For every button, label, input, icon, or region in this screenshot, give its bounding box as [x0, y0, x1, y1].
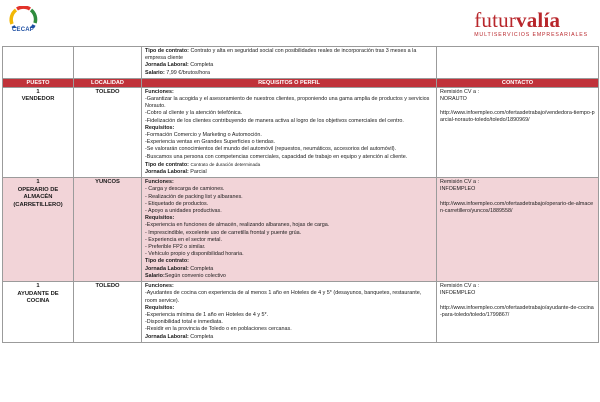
puesto-cell: 1 OPERARIO DE ALMACÉN (CARRETILLERO)	[3, 178, 74, 282]
table-row	[3, 178, 599, 282]
profile-cell: Funciones: -Garantizar la acogida y el asesoramiento de nuestros clientes, proponiendo una gama amplia de productos y servicios Norauto. -Cobro al cliente y la atención telefónica. -Fidelización de los clientes contribuyendo de manera activa al logro de los objetivos comerciales del centro. Requisitos: -Formación Comercio y Marketing o Automoción. -Experiencia ventas en Grandes Superficies o tiendas. -Se valorarán conocimientos del mundo del automóvil (repuestos, neumáticos, accesorios del automóvil). -Buscamos una persona con competencias comerciales, capacidad de trabajo en equipo y atención al cliente. Tipo de contrato: Contrato de duración determinada Jornada Laboral: Parcial	[142, 87, 437, 177]
contact-cell: Remisión CV a : NORAUTO http://www.infoempleo.com/ofertasdetrabajo/vendedora-tiempo-parcial-norauto-toledo/toledo/1890969/	[437, 87, 599, 177]
cecap-emblem-icon	[6, 6, 40, 28]
localidad-cell: YUNCOS	[74, 178, 142, 282]
col-header-contacto: CONTACTO	[437, 78, 599, 87]
localidad-cell: TOLEDO	[74, 87, 142, 177]
table-header-row	[3, 78, 599, 87]
col-header-localidad: LOCALIDAD	[74, 78, 142, 87]
table-row	[3, 282, 599, 343]
cecap-logo-text: CECAP	[11, 27, 34, 33]
col-header-requisitos: REQUISITOS O PERFIL	[142, 78, 437, 87]
top-continuation-row	[3, 47, 599, 79]
contact-cell: Remisión CV a : INFOEMPLEO http://www.infoempleo.com/ofertasdetrabajo/ayudante-de-cocina-para-toledo/toledo/1799867/	[437, 282, 599, 343]
puesto-cell: 1 AYUDANTE DE COCINA	[3, 282, 74, 343]
table-row	[3, 87, 599, 177]
brand-name: futurvalía	[474, 8, 561, 32]
offer-link[interactable]: http://www.infoempleo.com/ofertasdetrabajo/operario-de-almacen-carretillero/yuncos/1889558/	[440, 200, 594, 214]
profile-cell: Funciones: -Ayudantes de cocina con experiencia de al menos 1 año en Hoteles de 4 y 5* (desayunos, banquetes, restaurante, room service). Requisitos: -Experiencia mínima de 1 año en Hoteles de 4 y 5*. -Disponibilidad total e inmediata. -Residir en la provincia de Toledo o en poblaciones cercanas. Jornada Laboral: Completa	[142, 282, 437, 343]
brand-tagline: MULTISERVICIOS EMPRESARIALES	[474, 32, 588, 38]
contact-cell: Remisión CV a : INFOEMPLEO http://www.infoempleo.com/ofertasdetrabajo/operario-de-almacen-carretillero/yuncos/1889558/	[437, 178, 599, 282]
job-offers-table	[2, 46, 599, 343]
offer-link[interactable]: http://www.infoempleo.com/ofertasdetrabajo/ayudante-de-cocina-para-toledo/toledo/1799867/	[440, 304, 594, 318]
cecap-logo	[6, 6, 40, 40]
col-header-puesto: PUESTO	[3, 78, 74, 87]
futuravalia-logo	[474, 10, 588, 38]
offer-link[interactable]: http://www.infoempleo.com/ofertasdetrabajo/vendedora-tiempo-parcial-norauto-toledo/toledo/1890969/	[440, 110, 595, 124]
top-profile-cell: Tipo de contrato: Contrato y alta en seguridad social con posibilidades reales de incorporación tras 3 meses a la empresa cliente Jornada Laboral: Completa Salario: 7,99 €/brutos/hora	[142, 47, 437, 79]
profile-cell: Funciones: - Carga y descarga de camiones. - Realización de packing list y albaranes. - Etiquetado de productos. - Apoyo a unidades productivas. Requisitos: -Experiencia en funciones de almacén, realizando albaranes, hojas de carga. - Imprescindible, excelente uso de carretilla frontal y puente grúa. - Experiencia en el sector metal. - Preferible FP2 o similar. - Vehículo propio y disponibilidad horaria. Tipo de contrato: Jornada Laboral: Completa Salario:Según convenio colectivo	[142, 178, 437, 282]
localidad-cell: TOLEDO	[74, 282, 142, 343]
puesto-cell: 1 VENDEDOR	[3, 87, 74, 177]
page-header	[0, 0, 600, 46]
